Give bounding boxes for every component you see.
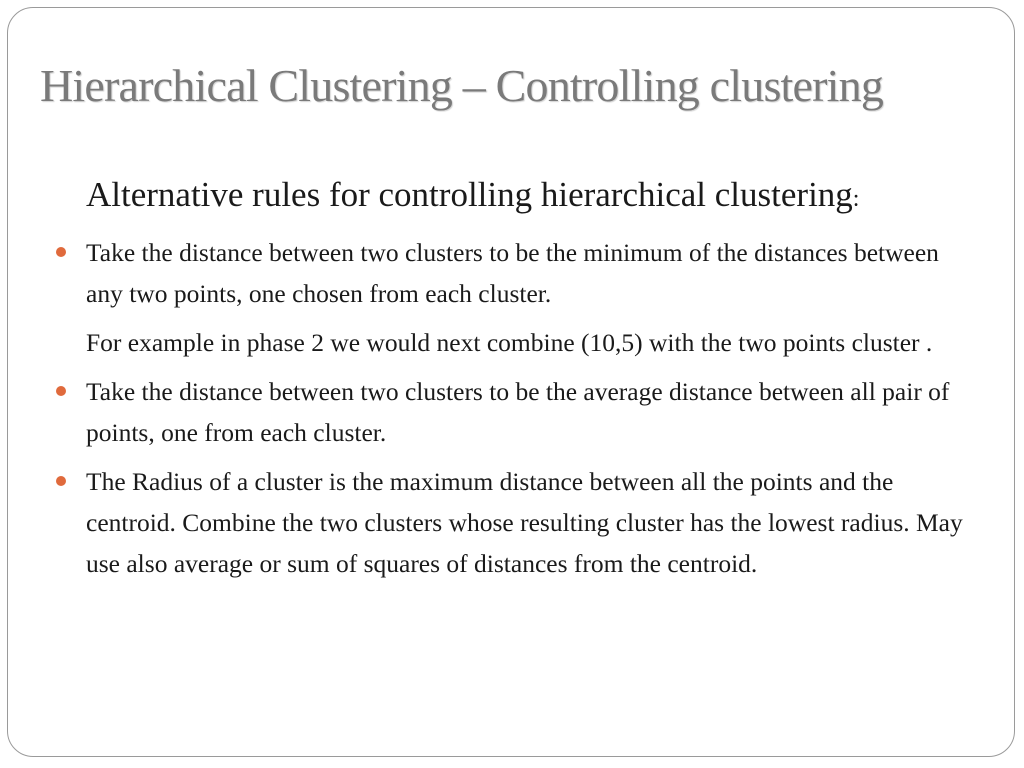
bullet-text: The Radius of a cluster is the maximum distance between all the points and the centroid. Combine the two clusters whose resulting cluster has the lowest radius. May use also average or sum of squares of distances from the centroid. [86,467,963,578]
bullet-item-2 [86,371,976,453]
bullet-continuation: For example in phase 2 we would next combine (10,5) with the two points cluster . [86,328,933,357]
bullet-text: Take the distance between two clusters to be the minimum of the distances between any two points, one chosen from each cluster. [86,238,939,308]
intro-paragraph [86,168,976,226]
slide-title: Hierarchical Clustering – Controlling clustering [40,60,884,111]
bullet-dot-icon [56,386,66,396]
bullet-item-1 [86,232,976,314]
bullet-text: Take the distance between two clusters to be the average distance between all pair of points, one from each cluster. [86,377,950,447]
slide-body [86,168,976,592]
intro-text: Alternative rules for controlling hierarchical clustering [86,175,853,214]
intro-colon: : [852,186,860,212]
bullet-dot-icon [56,476,66,486]
bullet-item-3 [86,461,976,584]
bullet-dot-icon [56,247,66,257]
